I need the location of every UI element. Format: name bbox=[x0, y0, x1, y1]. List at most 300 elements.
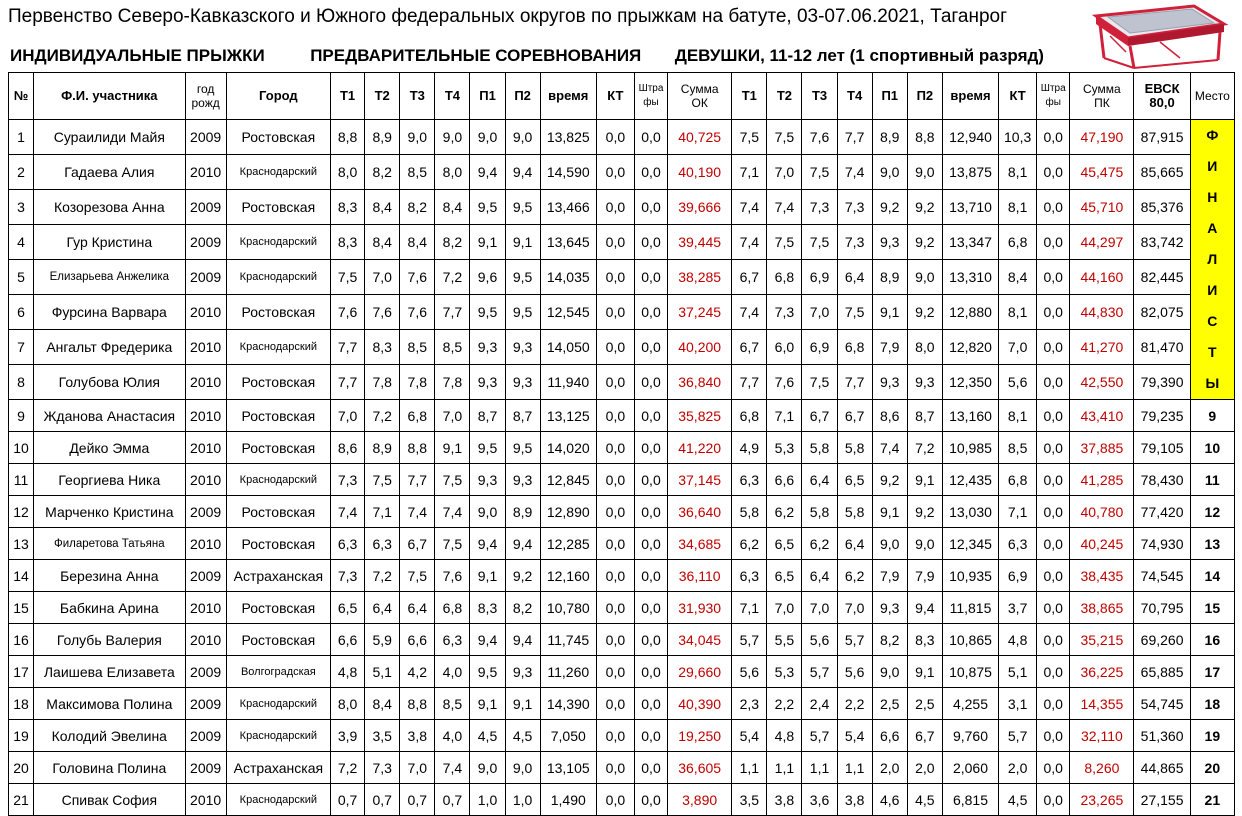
cell-p1: 9,4 bbox=[470, 624, 505, 656]
cell-city: Ростовская bbox=[226, 190, 330, 225]
cell-p1: 9,0 bbox=[470, 496, 505, 528]
cell-p2: 8,7 bbox=[505, 400, 540, 432]
col-p1: П1 bbox=[470, 73, 505, 120]
cell-t2-free: 7,3 bbox=[767, 295, 802, 330]
cell-p1-free: 9,0 bbox=[872, 656, 907, 688]
cell-city: Астраханская bbox=[226, 752, 330, 784]
cell-time: 10,780 bbox=[540, 592, 596, 624]
cell-p2-free: 9,1 bbox=[907, 464, 942, 496]
cell-penalty-free: 0,0 bbox=[1037, 624, 1070, 656]
cell-time-free: 12,940 bbox=[942, 120, 998, 155]
cell-t2: 8,4 bbox=[365, 225, 400, 260]
cell-place: 9 bbox=[1190, 400, 1234, 432]
cell-p2: 9,4 bbox=[505, 528, 540, 560]
cell-p2-free: 9,0 bbox=[907, 528, 942, 560]
cell-penalty: 0,0 bbox=[634, 688, 667, 720]
cell-kt-free: 8,5 bbox=[999, 432, 1037, 464]
cell-t1-free: 6,2 bbox=[732, 528, 767, 560]
cell-kt: 0,0 bbox=[596, 624, 634, 656]
cell-num: 16 bbox=[9, 624, 34, 656]
cell-name: Бабкина Арина bbox=[34, 592, 185, 624]
cell-time-free: 4,255 bbox=[942, 688, 998, 720]
cell-t4-free: 5,6 bbox=[837, 656, 872, 688]
table-row bbox=[9, 624, 1235, 656]
cell-t1-free: 3,5 bbox=[732, 784, 767, 816]
cell-t3: 9,0 bbox=[400, 120, 435, 155]
cell-p1: 9,3 bbox=[470, 330, 505, 365]
cell-year: 2010 bbox=[185, 464, 226, 496]
cell-time-free: 6,815 bbox=[942, 784, 998, 816]
cell-num: 7 bbox=[9, 330, 34, 365]
cell-time: 13,466 bbox=[540, 190, 596, 225]
cell-num: 10 bbox=[9, 432, 34, 464]
cell-t2: 7,3 bbox=[365, 752, 400, 784]
cell-t4-free: 7,5 bbox=[837, 295, 872, 330]
cell-p2-free: 8,7 bbox=[907, 400, 942, 432]
cell-kt: 0,0 bbox=[596, 432, 634, 464]
cell-num: 1 bbox=[9, 120, 34, 155]
cell-t3-free: 7,0 bbox=[802, 592, 837, 624]
finalists-letter: И bbox=[1207, 158, 1218, 174]
cell-evsk: 82,075 bbox=[1134, 295, 1190, 330]
cell-t2: 8,3 bbox=[365, 330, 400, 365]
cell-t3-free: 7,5 bbox=[802, 365, 837, 400]
cell-t3: 7,5 bbox=[400, 560, 435, 592]
cell-time-free: 10,935 bbox=[942, 560, 998, 592]
cell-kt: 0,0 bbox=[596, 295, 634, 330]
cell-kt: 0,0 bbox=[596, 120, 634, 155]
cell-t3: 7,6 bbox=[400, 260, 435, 295]
cell-t3: 8,4 bbox=[400, 225, 435, 260]
trampoline-icon bbox=[1090, 2, 1230, 70]
cell-t1: 7,5 bbox=[331, 260, 365, 295]
cell-t1-free: 7,7 bbox=[732, 365, 767, 400]
cell-t1-free: 5,6 bbox=[732, 656, 767, 688]
cell-t1-free: 6,8 bbox=[732, 400, 767, 432]
cell-p2: 9,4 bbox=[505, 624, 540, 656]
col-city: Город bbox=[226, 73, 330, 120]
cell-penalty: 0,0 bbox=[634, 365, 667, 400]
col-time-free: время bbox=[942, 73, 998, 120]
cell-p2: 9,5 bbox=[505, 432, 540, 464]
cell-sum-pk: 44,830 bbox=[1070, 295, 1134, 330]
cell-kt-free: 6,9 bbox=[999, 560, 1037, 592]
cell-num: 13 bbox=[9, 528, 34, 560]
cell-sum-pk: 38,435 bbox=[1070, 560, 1134, 592]
cell-sum-pk: 14,355 bbox=[1070, 688, 1134, 720]
cell-penalty: 0,0 bbox=[634, 464, 667, 496]
cell-year: 2009 bbox=[185, 225, 226, 260]
finalists-letter: Т bbox=[1208, 344, 1217, 360]
cell-penalty-free: 0,0 bbox=[1037, 365, 1070, 400]
finalists-letter: Ы bbox=[1205, 375, 1220, 391]
cell-kt-free: 8,1 bbox=[999, 400, 1037, 432]
cell-sum-pk: 40,780 bbox=[1070, 496, 1134, 528]
cell-sum-ok: 3,890 bbox=[668, 784, 732, 816]
cell-t2-free: 6,6 bbox=[767, 464, 802, 496]
cell-t3-free: 6,2 bbox=[802, 528, 837, 560]
cell-t2-free: 6,0 bbox=[767, 330, 802, 365]
table-row bbox=[9, 592, 1235, 624]
cell-kt-free: 5,6 bbox=[999, 365, 1037, 400]
cell-penalty: 0,0 bbox=[634, 656, 667, 688]
cell-sum-pk: 36,225 bbox=[1070, 656, 1134, 688]
cell-time: 11,745 bbox=[540, 624, 596, 656]
results-body bbox=[9, 120, 1235, 816]
cell-t4: 9,0 bbox=[435, 120, 470, 155]
col-time: время bbox=[540, 73, 596, 120]
event-subtitle bbox=[10, 46, 1044, 66]
cell-t4: 7,2 bbox=[435, 260, 470, 295]
cell-name: Жданова Анастасия bbox=[34, 400, 185, 432]
cell-kt-free: 7,1 bbox=[999, 496, 1037, 528]
cell-t4-free: 5,4 bbox=[837, 720, 872, 752]
cell-penalty-free: 0,0 bbox=[1037, 120, 1070, 155]
cell-t4: 0,7 bbox=[435, 784, 470, 816]
cell-sum-pk: 40,245 bbox=[1070, 528, 1134, 560]
cell-penalty: 0,0 bbox=[634, 592, 667, 624]
cell-p1: 9,5 bbox=[470, 432, 505, 464]
cell-t1: 8,8 bbox=[331, 120, 365, 155]
cell-t4: 7,5 bbox=[435, 528, 470, 560]
cell-t3-free: 7,5 bbox=[802, 155, 837, 190]
cell-t2-free: 5,5 bbox=[767, 624, 802, 656]
cell-t1-free: 7,4 bbox=[732, 295, 767, 330]
cell-penalty: 0,0 bbox=[634, 528, 667, 560]
cell-time-free: 10,875 bbox=[942, 656, 998, 688]
cell-p2: 9,3 bbox=[505, 365, 540, 400]
cell-penalty: 0,0 bbox=[634, 496, 667, 528]
cell-t2: 8,9 bbox=[365, 432, 400, 464]
table-row bbox=[9, 225, 1235, 260]
cell-p1: 8,7 bbox=[470, 400, 505, 432]
cell-num: 9 bbox=[9, 400, 34, 432]
cell-t2-free: 7,5 bbox=[767, 120, 802, 155]
cell-name: Лаишева Елизавета bbox=[34, 656, 185, 688]
cell-name: Максимова Полина bbox=[34, 688, 185, 720]
cell-p1: 9,0 bbox=[470, 752, 505, 784]
cell-t4: 7,7 bbox=[435, 295, 470, 330]
cell-t1: 7,6 bbox=[331, 295, 365, 330]
cell-t2-free: 6,8 bbox=[767, 260, 802, 295]
cell-t4: 4,0 bbox=[435, 656, 470, 688]
cell-t2-free: 1,1 bbox=[767, 752, 802, 784]
cell-t3-free: 6,4 bbox=[802, 464, 837, 496]
cell-p2: 9,2 bbox=[505, 560, 540, 592]
cell-year: 2009 bbox=[185, 752, 226, 784]
cell-t2: 5,9 bbox=[365, 624, 400, 656]
cell-evsk: 79,390 bbox=[1134, 365, 1190, 400]
cell-p1-free: 9,3 bbox=[872, 365, 907, 400]
cell-sum-pk: 45,475 bbox=[1070, 155, 1134, 190]
cell-p1-free: 9,1 bbox=[872, 295, 907, 330]
cell-place: 13 bbox=[1190, 528, 1234, 560]
cell-city: Краснодарский bbox=[226, 330, 330, 365]
cell-t1: 6,6 bbox=[331, 624, 365, 656]
cell-p2-free: 9,2 bbox=[907, 190, 942, 225]
cell-penalty-free: 0,0 bbox=[1037, 560, 1070, 592]
cell-city: Ростовская bbox=[226, 528, 330, 560]
cell-penalty: 0,0 bbox=[634, 120, 667, 155]
cell-p1-free: 7,9 bbox=[872, 330, 907, 365]
cell-t1-free: 6,7 bbox=[732, 260, 767, 295]
cell-kt: 0,0 bbox=[596, 752, 634, 784]
cell-sum-pk: 37,885 bbox=[1070, 432, 1134, 464]
cell-t4-free: 5,7 bbox=[837, 624, 872, 656]
col-t3-free: Т3 bbox=[802, 73, 837, 120]
cell-t2: 7,8 bbox=[365, 365, 400, 400]
cell-time: 14,590 bbox=[540, 155, 596, 190]
cell-place: 17 bbox=[1190, 656, 1234, 688]
finalists-letter: Н bbox=[1207, 189, 1218, 205]
cell-kt: 0,0 bbox=[596, 400, 634, 432]
cell-p1-free: 2,0 bbox=[872, 752, 907, 784]
cell-year: 2009 bbox=[185, 656, 226, 688]
cell-p1: 9,6 bbox=[470, 260, 505, 295]
cell-evsk: 79,105 bbox=[1134, 432, 1190, 464]
cell-p2: 9,0 bbox=[505, 120, 540, 155]
cell-t2: 7,2 bbox=[365, 400, 400, 432]
table-row bbox=[9, 720, 1235, 752]
cell-kt: 0,0 bbox=[596, 225, 634, 260]
cell-name: Голубова Юлия bbox=[34, 365, 185, 400]
cell-kt-free: 4,5 bbox=[999, 784, 1037, 816]
cell-kt: 0,0 bbox=[596, 464, 634, 496]
cell-name: Фурсина Варвара bbox=[34, 295, 185, 330]
cell-t2: 7,1 bbox=[365, 496, 400, 528]
cell-t4-free: 2,2 bbox=[837, 688, 872, 720]
table-row bbox=[9, 784, 1235, 816]
cell-t1-free: 7,4 bbox=[732, 190, 767, 225]
cell-sum-ok: 40,390 bbox=[668, 688, 732, 720]
cell-city: Ростовская bbox=[226, 400, 330, 432]
cell-num: 21 bbox=[9, 784, 34, 816]
cell-p1: 9,1 bbox=[470, 225, 505, 260]
cell-sum-ok: 38,285 bbox=[668, 260, 732, 295]
cell-penalty-free: 0,0 bbox=[1037, 432, 1070, 464]
cell-time: 14,020 bbox=[540, 432, 596, 464]
cell-year: 2010 bbox=[185, 295, 226, 330]
cell-t3: 6,4 bbox=[400, 592, 435, 624]
cell-name: Березина Анна bbox=[34, 560, 185, 592]
cell-t3: 7,4 bbox=[400, 496, 435, 528]
cell-p1-free: 7,4 bbox=[872, 432, 907, 464]
cell-num: 12 bbox=[9, 496, 34, 528]
cell-t4-free: 7,0 bbox=[837, 592, 872, 624]
cell-t4-free: 3,8 bbox=[837, 784, 872, 816]
cell-t1-free: 6,3 bbox=[732, 560, 767, 592]
cell-t1-free: 1,1 bbox=[732, 752, 767, 784]
cell-t4: 8,4 bbox=[435, 190, 470, 225]
cell-p2: 9,5 bbox=[505, 295, 540, 330]
cell-penalty-free: 0,0 bbox=[1037, 752, 1070, 784]
cell-t4: 7,5 bbox=[435, 464, 470, 496]
table-row bbox=[9, 560, 1235, 592]
cell-t4: 7,4 bbox=[435, 496, 470, 528]
cell-num: 14 bbox=[9, 560, 34, 592]
cell-t4-free: 6,5 bbox=[837, 464, 872, 496]
cell-penalty: 0,0 bbox=[634, 295, 667, 330]
cell-place: 10 bbox=[1190, 432, 1234, 464]
cell-city: Астраханская bbox=[226, 560, 330, 592]
cell-t2: 7,2 bbox=[365, 560, 400, 592]
cell-t4-free: 7,7 bbox=[837, 120, 872, 155]
cell-penalty-free: 0,0 bbox=[1037, 592, 1070, 624]
cell-year: 2010 bbox=[185, 155, 226, 190]
cell-sum-pk: 47,190 bbox=[1070, 120, 1134, 155]
cell-p2: 9,0 bbox=[505, 752, 540, 784]
cell-p2-free: 6,7 bbox=[907, 720, 942, 752]
cell-time: 7,050 bbox=[540, 720, 596, 752]
cell-t3: 6,7 bbox=[400, 528, 435, 560]
cell-p1-free: 8,2 bbox=[872, 624, 907, 656]
cell-sum-ok: 40,200 bbox=[668, 330, 732, 365]
cell-p2-free: 9,0 bbox=[907, 155, 942, 190]
cell-time: 12,890 bbox=[540, 496, 596, 528]
cell-city: Краснодарский bbox=[226, 260, 330, 295]
col-p2-free: П2 bbox=[907, 73, 942, 120]
cell-t4-free: 7,3 bbox=[837, 190, 872, 225]
cell-t3-free: 5,7 bbox=[802, 720, 837, 752]
cell-time-free: 12,435 bbox=[942, 464, 998, 496]
cell-place: 21 bbox=[1190, 784, 1234, 816]
cell-penalty-free: 0,0 bbox=[1037, 400, 1070, 432]
cell-t2-free: 7,6 bbox=[767, 365, 802, 400]
cell-penalty: 0,0 bbox=[634, 400, 667, 432]
cell-time-free: 13,347 bbox=[942, 225, 998, 260]
finalists-letter: И bbox=[1207, 282, 1218, 298]
cell-year: 2010 bbox=[185, 432, 226, 464]
cell-num: 18 bbox=[9, 688, 34, 720]
cell-t2-free: 6,2 bbox=[767, 496, 802, 528]
cell-t4-free: 6,4 bbox=[837, 528, 872, 560]
cell-p2: 9,5 bbox=[505, 190, 540, 225]
cell-city: Краснодарский bbox=[226, 464, 330, 496]
cell-kt-free: 10,3 bbox=[999, 120, 1037, 155]
cell-t4: 4,0 bbox=[435, 720, 470, 752]
cell-name: Филаретова Татьяна bbox=[34, 528, 185, 560]
cell-sum-ok: 37,145 bbox=[668, 464, 732, 496]
cell-t1-free: 2,3 bbox=[732, 688, 767, 720]
cell-p1: 9,1 bbox=[470, 560, 505, 592]
cell-kt-free: 6,8 bbox=[999, 225, 1037, 260]
col-evsk: ЕВСК 80,0 bbox=[1134, 73, 1190, 120]
cell-place: 19 bbox=[1190, 720, 1234, 752]
cell-t1: 7,2 bbox=[331, 752, 365, 784]
cell-p1-free: 9,3 bbox=[872, 225, 907, 260]
col-t1-free: Т1 bbox=[732, 73, 767, 120]
cell-evsk: 82,445 bbox=[1134, 260, 1190, 295]
cell-evsk: 27,155 bbox=[1134, 784, 1190, 816]
cell-t3: 0,7 bbox=[400, 784, 435, 816]
col-t4: Т4 bbox=[435, 73, 470, 120]
cell-time-free: 12,880 bbox=[942, 295, 998, 330]
cell-t3: 8,5 bbox=[400, 330, 435, 365]
cell-p2-free: 9,3 bbox=[907, 365, 942, 400]
cell-time: 14,390 bbox=[540, 688, 596, 720]
cell-p1: 9,0 bbox=[470, 120, 505, 155]
cell-time-free: 10,865 bbox=[942, 624, 998, 656]
cell-t4: 7,8 bbox=[435, 365, 470, 400]
cell-t1-free: 6,7 bbox=[732, 330, 767, 365]
cell-time: 14,035 bbox=[540, 260, 596, 295]
cell-num: 3 bbox=[9, 190, 34, 225]
cell-penalty: 0,0 bbox=[634, 260, 667, 295]
cell-name: Голубь Валерия bbox=[34, 624, 185, 656]
cell-kt: 0,0 bbox=[596, 155, 634, 190]
cell-p1-free: 2,5 bbox=[872, 688, 907, 720]
cell-year: 2010 bbox=[185, 400, 226, 432]
cell-t4: 7,4 bbox=[435, 752, 470, 784]
cell-kt: 0,0 bbox=[596, 656, 634, 688]
cell-t4-free: 6,4 bbox=[837, 260, 872, 295]
cell-kt-free: 8,4 bbox=[999, 260, 1037, 295]
cell-city: Ростовская bbox=[226, 365, 330, 400]
cell-t3-free: 3,6 bbox=[802, 784, 837, 816]
table-row bbox=[9, 330, 1235, 365]
cell-penalty: 0,0 bbox=[634, 190, 667, 225]
cell-p1: 9,4 bbox=[470, 155, 505, 190]
cell-kt: 0,0 bbox=[596, 784, 634, 816]
cell-t2: 7,0 bbox=[365, 260, 400, 295]
cell-t2: 8,9 bbox=[365, 120, 400, 155]
cell-t2-free: 7,5 bbox=[767, 225, 802, 260]
cell-t2: 6,3 bbox=[365, 528, 400, 560]
cell-time: 12,285 bbox=[540, 528, 596, 560]
cell-year: 2009 bbox=[185, 688, 226, 720]
col-kt-free: КТ bbox=[999, 73, 1037, 120]
cell-evsk: 81,470 bbox=[1134, 330, 1190, 365]
cell-penalty: 0,0 bbox=[634, 720, 667, 752]
cell-year: 2009 bbox=[185, 190, 226, 225]
cell-p2: 9,3 bbox=[505, 330, 540, 365]
cell-t3-free: 7,6 bbox=[802, 120, 837, 155]
cell-t2: 8,4 bbox=[365, 688, 400, 720]
cell-t3-free: 5,6 bbox=[802, 624, 837, 656]
cell-time-free: 13,030 bbox=[942, 496, 998, 528]
cell-t2: 3,5 bbox=[365, 720, 400, 752]
cell-t1-free: 7,1 bbox=[732, 592, 767, 624]
col-p1-free: П1 bbox=[872, 73, 907, 120]
cell-t4: 8,5 bbox=[435, 688, 470, 720]
cell-sum-pk: 38,865 bbox=[1070, 592, 1134, 624]
cell-sum-ok: 40,725 bbox=[668, 120, 732, 155]
cell-penalty-free: 0,0 bbox=[1037, 260, 1070, 295]
cell-t3-free: 1,1 bbox=[802, 752, 837, 784]
cell-kt-free: 5,7 bbox=[999, 720, 1037, 752]
cell-penalty-free: 0,0 bbox=[1037, 720, 1070, 752]
cell-t1: 8,0 bbox=[331, 155, 365, 190]
cell-t3-free: 5,7 bbox=[802, 656, 837, 688]
cell-t1: 7,3 bbox=[331, 464, 365, 496]
cell-t2-free: 5,3 bbox=[767, 432, 802, 464]
cell-time-free: 13,875 bbox=[942, 155, 998, 190]
cell-t3-free: 6,9 bbox=[802, 260, 837, 295]
cell-year: 2010 bbox=[185, 592, 226, 624]
cell-num: 6 bbox=[9, 295, 34, 330]
cell-t4-free: 1,1 bbox=[837, 752, 872, 784]
cell-city: Ростовская bbox=[226, 496, 330, 528]
cell-p2: 9,1 bbox=[505, 225, 540, 260]
cell-penalty-free: 0,0 bbox=[1037, 155, 1070, 190]
col-kt: КТ bbox=[596, 73, 634, 120]
cell-t1-free: 7,1 bbox=[732, 155, 767, 190]
cell-year: 2010 bbox=[185, 624, 226, 656]
cell-city: Ростовская bbox=[226, 592, 330, 624]
table-row bbox=[9, 496, 1235, 528]
cell-t1-free: 4,9 bbox=[732, 432, 767, 464]
cell-kt: 0,0 bbox=[596, 260, 634, 295]
